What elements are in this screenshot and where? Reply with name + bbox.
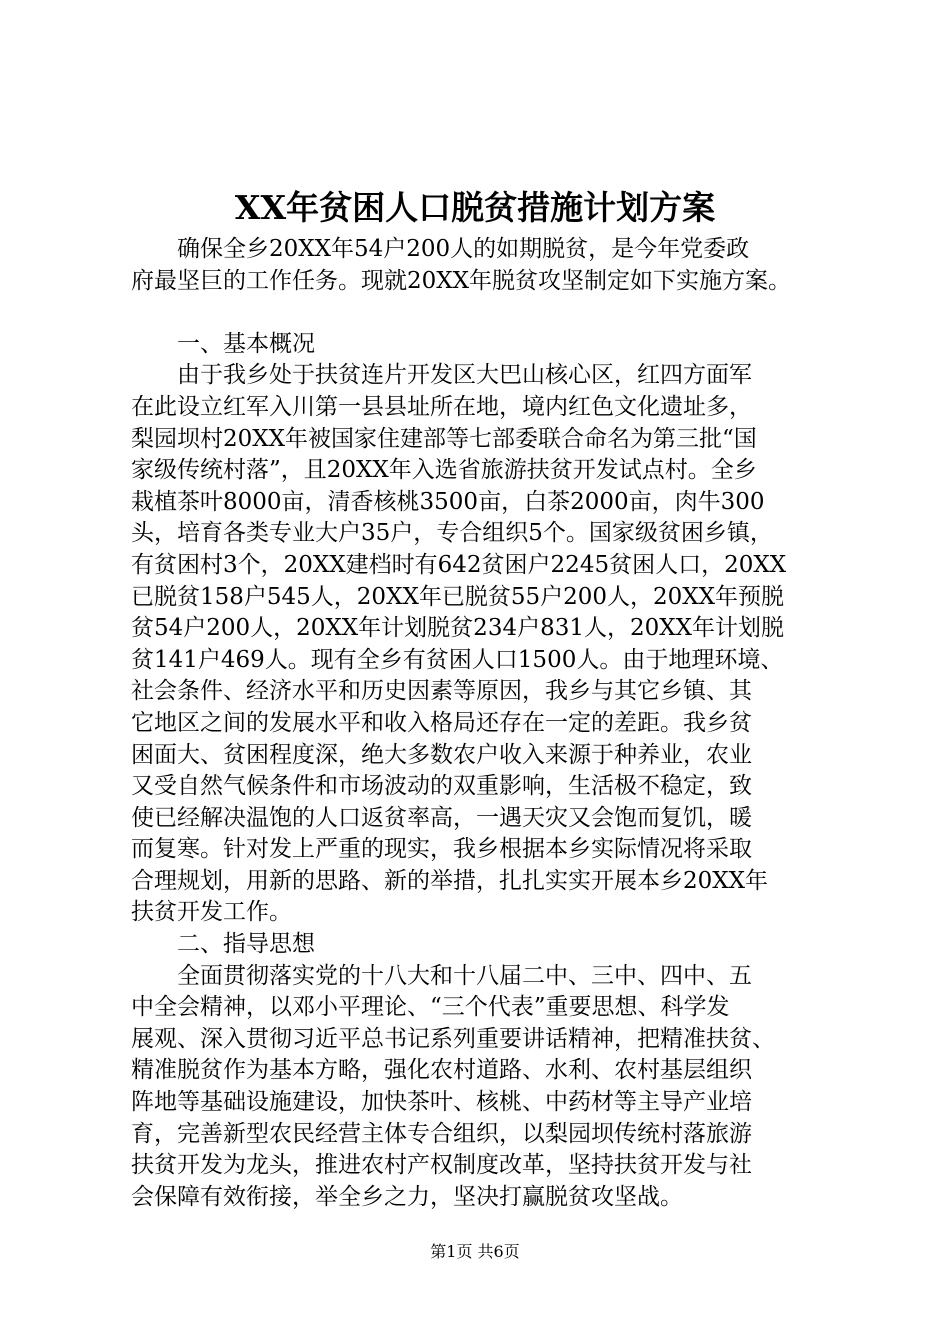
body-line: 社会条件、经济水平和历史因素等原因，我乡与其它乡镇、其	[131, 678, 752, 705]
body-line: 而复寒。针对发上严重的现实，我乡根据本乡实际情况将采取	[131, 836, 752, 863]
document-body	[131, 234, 831, 1213]
body-line: 已脱贫158户545人，20XX年已脱贫55户200人，20XX年预脱	[131, 583, 784, 610]
body-line: 会保障有效衔接，举全乡之力，坚决打赢脱贫攻坚战。	[131, 1183, 683, 1210]
body-line: 它地区之间的发展水平和收入格局还存在一定的差距。我乡贫	[131, 709, 752, 736]
body-line: 府最坚巨的工作任务。现就20XX年脱贫攻坚制定如下实施方案。	[131, 267, 792, 294]
body-line: 精准脱贫作为基本方略，强化农村道路、水利、农村基层组织	[131, 1057, 752, 1084]
body-line: 二、指导思想	[177, 931, 315, 958]
body-line: 扶贫开发为龙头，推进农村产权制度改革，坚持扶贫开发与社	[131, 1152, 752, 1179]
body-line: 又受自然气候条件和市场波动的双重影响，生活极不稳定，致	[131, 773, 752, 800]
body-line: 全面贯彻落实党的十八大和十八届二中、三中、四中、五	[177, 962, 752, 989]
body-line: 合理规划，用新的思路、新的举措，扎扎实实开展本乡20XX年	[131, 867, 769, 894]
body-line: 困面大、贫困程度深，绝大多数农户收入来源于种养业，农业	[131, 741, 752, 768]
body-line: 梨园坝村20XX年被国家住建部等七部委联合命名为第三批“国	[131, 425, 757, 452]
body-line: 阵地等基础设施建设，加快茶叶、核桃、中药材等主导产业培	[131, 1089, 752, 1116]
body-line: 头，培育各类专业大户35户，专合组织5个。国家级贫困乡镇，	[131, 520, 773, 547]
body-line: 一、基本概况	[177, 330, 315, 357]
document-title: XX年贫困人口脱贫措施计划方案	[234, 188, 716, 227]
body-line: 贫54户200人，20XX年计划脱贫234户831人，20XX年计划脱	[131, 615, 784, 642]
body-line: 扶贫开发工作。	[131, 899, 292, 926]
body-line: 有贫困村3个，20XX建档时有642贫困户2245贫困人口，20XX	[131, 551, 787, 578]
body-line: 家级传统村落”，且20XX年入选省旅游扶贫开发试点村。全乡	[131, 457, 757, 484]
body-line: 在此设立红军入川第一县县址所在地，境内红色文化遗址多，	[131, 393, 752, 420]
body-line: 使已经解决温饱的人口返贫率高，一遇天灾又会饱而复饥，暖	[131, 804, 752, 831]
body-line: 贫141户469人。现有全乡有贫困人口1500人。由于地理环境、	[131, 646, 784, 673]
blank-line	[131, 297, 831, 329]
body-line: 栽植茶叶8000亩，清香核桃3500亩，白茶2000亩，肉牛300	[131, 488, 765, 515]
body-line: 中全会精神，以邓小平理论、“三个代表”重要思想、科学发	[131, 994, 730, 1021]
body-line: 确保全乡20XX年54户200人的如期脱贫，是今年党委政	[177, 236, 750, 262]
page-footer: 第1页 共6页	[430, 1242, 520, 1261]
body-line: 由于我乡处于扶贫连片开发区大巴山核心区，红四方面军	[177, 362, 752, 389]
body-line: 展观、深入贯彻习近平总书记系列重要讲话精神，把精准扶贫、	[131, 1025, 775, 1052]
body-line: 育，完善新型农民经营主体专合组织，以梨园坝传统村落旅游	[131, 1120, 752, 1147]
